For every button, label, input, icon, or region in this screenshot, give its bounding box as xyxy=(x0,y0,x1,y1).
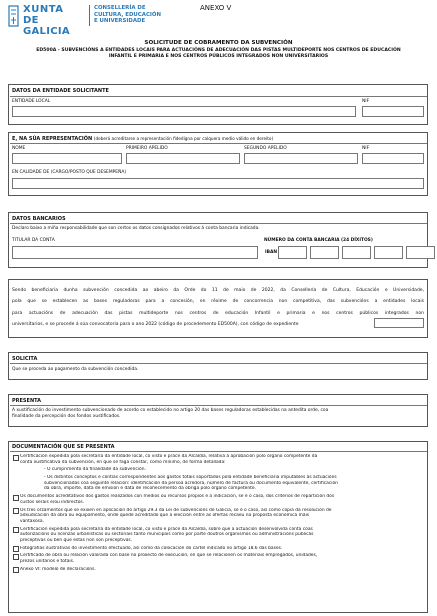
documentation-checkbox[interactable] xyxy=(13,546,19,552)
beneficiary-line2: pola que se establecen as bases reguladoras para a concesión, en réxime de concorrencia non competitiva, das subvencións a entidades locais xyxy=(12,299,424,305)
subtitle-line1: ED500A - SUBVENCIÓNS A ENTIDADES LOCAIS PARA ACTUACIÓNS DE ADECUACIÓN DAS PISTAS MULTIDEPORTE NOS CENTROS DE EDUCACIÓN xyxy=(36,48,401,53)
entity-nif-input[interactable] xyxy=(362,106,424,117)
iban-group-4[interactable] xyxy=(374,246,403,259)
subtitle-line2: INFANTIL E PRIMARIA E NOS CENTROS PÚBLICOS INTEGRADOS NON UNIVERSITARIOS xyxy=(108,54,329,60)
documentation-checkbox[interactable] xyxy=(13,455,19,461)
documentation-heading: DOCUMENTACIÓN QUE SE PRESENTA xyxy=(12,444,115,450)
documentation-item xyxy=(14,553,426,564)
documentation-item-line: subvencionadas coa seguinte relación: identificación da persoa acredora, número de factura ou documento equivalente, certificación xyxy=(44,480,338,486)
documentation-item xyxy=(14,567,426,573)
name-label: NOME xyxy=(12,146,26,151)
representation-heading xyxy=(12,136,424,142)
documentation-item-line: da obra, importe, data de emisión e data de recoñecemento da obriga polo órgano competente. xyxy=(44,486,256,492)
documentation-item-line: Certificación expedida pola secretaría da entidade local, co visto e prace da Alcaldía, sobre que a actuación desenvolvida conta coas xyxy=(20,526,313,532)
documentation-item-line: Os tres orzamentos que se exixen en aplicación do artigo 29.3 da Lei de subvencións de Galicia, se é o caso, así como copia da resolución de xyxy=(20,507,332,513)
dept-line2: CULTURA, EDUCACIÓN xyxy=(94,11,161,18)
account-label: NÚMERO DA CONTA BANCARIA (24 DÍXITOS) xyxy=(264,238,373,243)
documentation-item-line: prezos unitarios e totais. xyxy=(20,558,75,564)
logo-divider xyxy=(89,5,90,26)
xunta-logo xyxy=(8,4,88,37)
beneficiary-text xyxy=(12,285,424,330)
documentation-item xyxy=(14,467,426,473)
xunta-emblem-icon xyxy=(8,5,19,27)
rep-nif-input[interactable] xyxy=(362,153,424,164)
documentation-checkbox[interactable] xyxy=(13,567,19,573)
surname1-label: PRIMEIRO APELIDO xyxy=(126,146,168,151)
representation-title: E, NA SÚA REPRESENTACIÓN xyxy=(12,136,93,142)
logo-line2: DE GALICIA xyxy=(23,15,70,37)
documentation-item-line: Fotografías ilustrativas do investimento efectuado, así como da colocación do cartel indicado no artigo 18.6 das bases. xyxy=(20,545,283,551)
documentation-item xyxy=(14,527,426,544)
beneficiary-line4: universitarios, e se procede á súa convocatoria para o ano 2022 (código de procedemento ED500A), con código de expediente xyxy=(12,321,299,327)
iban-group-5[interactable] xyxy=(406,246,435,259)
position-input[interactable] xyxy=(12,178,424,189)
department-name xyxy=(94,5,161,25)
name-input[interactable] xyxy=(12,153,122,164)
documentation-item xyxy=(14,494,426,505)
rep-nif-label: NIF xyxy=(362,146,370,151)
surname2-input[interactable] xyxy=(244,153,358,164)
presents-line1: A xustificación do investimento subvencionado de acordo co establecido no artigo 20 das bases reguladoras establecidas na antedita orde, coa xyxy=(12,408,329,413)
documentation-checkbox[interactable] xyxy=(13,508,19,514)
documentation-item-line: Certificación expedida pola secretaría da entidade local, co visto e prace da Alcaldía, relativa á aprobación polo órgano competente da xyxy=(20,454,318,459)
form-subtitle xyxy=(10,48,427,61)
documentation-item-line: Certificado de obra ou relación valorada con base no proxecto de execución, en que se relacionen os materiais empregados, unidades, xyxy=(20,553,318,559)
presents-heading: PRESENTA xyxy=(12,398,42,404)
documentation-checkbox[interactable] xyxy=(13,554,19,560)
documentation-item-line: autorizacións ou licenzas urbanísticas ou sectoriais tanto municipais como por parte doutros organismos ou administracións públicas xyxy=(20,532,314,538)
request-text: Que se proceda ao pagamento da subvención concedida. xyxy=(12,367,139,372)
documentation-item xyxy=(14,546,426,552)
surname2-label: SEGUNDO APELIDO xyxy=(244,146,287,151)
bank-heading: DATOS BANCARIOS xyxy=(12,216,66,222)
presents-line2: finalidade da percepción dos fondos xustificados. xyxy=(12,413,121,419)
annex-label: ANEXO V xyxy=(200,4,232,12)
documentation-checkbox[interactable] xyxy=(13,527,19,533)
bank-declaration: Declaro baixo a miña responsabilidade que son certos os datos consignados relativos á conta bancaria indicada. xyxy=(12,226,260,231)
logo-line1: XUNTA xyxy=(23,4,64,15)
documentation-item-line: - Os distintos conceptos e contías correspondentes aos gastos totais soportados pola entidade beneficiaria imputables ás actuacións xyxy=(44,475,337,481)
entity-label: ENTIDADE LOCAL xyxy=(12,99,51,104)
entity-nif-label: NIF xyxy=(362,99,370,104)
iban-group-3[interactable] xyxy=(342,246,371,259)
documentation-item-line: adxudicación da obra ou equipamento, onde quede acreditado que a elección entre as ofertas recaeu na proposta económica máis xyxy=(20,513,310,519)
documentation-item xyxy=(14,454,426,465)
documentation-item xyxy=(14,475,426,492)
dept-line3: E UNIVERSIDADE xyxy=(94,18,146,25)
presents-text xyxy=(12,408,424,419)
representation-note: (deberá acreditarse a representación fidedigna por calquera medio válido en dereito) xyxy=(93,136,274,141)
entity-heading: DATOS DA ENTIDADE SOLICITANTE xyxy=(12,88,109,94)
holder-label: TITULAR DA CONTA xyxy=(12,238,55,243)
expedient-code-input[interactable] xyxy=(374,318,424,328)
documentation-item-line: preceptivas ou ben que estas non son preceptivas. xyxy=(20,537,133,543)
surname1-input[interactable] xyxy=(126,153,240,164)
documentation-item-line: Os documentos acreditativos dos gastos realizados con medios ou recursos propios e a indicación, se é o caso, dos criterios de repartición dos xyxy=(20,494,335,500)
holder-input[interactable] xyxy=(12,246,258,259)
request-section xyxy=(8,352,428,380)
beneficiary-line3: para actuacións de adecuación das pistas multideporte nos centros de educación Infantil e primaria e nos centros públicos integrados non xyxy=(12,310,424,316)
beneficiary-line1: Sendo beneficiaria dunha subvención concedida ao abeiro da Orde do 11 de maio de 2022, da Consellería de Cultura, Educación e Universidade, xyxy=(12,288,424,293)
documentation-item-line: - O cumprimento da finalidade da subvención. xyxy=(44,467,146,473)
entity-input[interactable] xyxy=(12,106,356,117)
documentation-item xyxy=(14,508,426,525)
documentation-item-line: vantaxosa. xyxy=(20,518,45,524)
request-heading: SOLICITA xyxy=(12,356,38,362)
position-label: EN CALIDADE DE (CARGO/POSTO QUE DESEMPEÑA) xyxy=(12,170,127,175)
iban-group-1[interactable] xyxy=(278,246,307,259)
documentation-item-line: Anexo VI: modelo de declaracións. xyxy=(20,566,96,572)
iban-label: IBAN xyxy=(265,250,278,255)
dept-line1: CONSELLERÍA DE xyxy=(94,5,146,11)
form-title: SOLICITUDE DE COBRAMENTO DA SUBVENCIÓN xyxy=(144,40,293,46)
documentation-item-line: custos xerais e/ou indirectos. xyxy=(20,499,85,505)
documentation-checkbox[interactable] xyxy=(13,495,19,501)
iban-group-2[interactable] xyxy=(310,246,339,259)
documentation-item-line: conta xustificativa da subvención, en que se faga constar, como mínimo, de forma detallada: xyxy=(20,459,226,465)
